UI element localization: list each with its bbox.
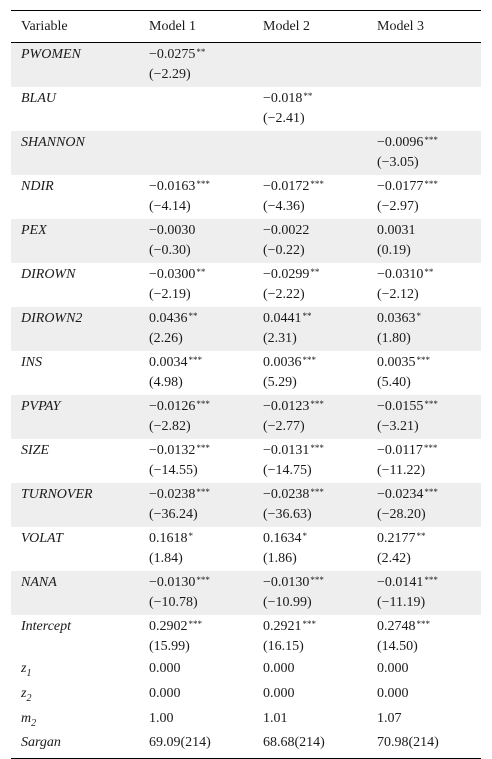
- t-statistic: (0.19): [377, 243, 411, 258]
- coefficient-value: 0.0441: [263, 311, 302, 326]
- t-statistic: (−36.24): [149, 507, 198, 522]
- significance-stars: ***: [310, 575, 324, 585]
- header-model-1: Model 1: [139, 11, 253, 43]
- model-1-cell: [139, 175, 253, 219]
- t-statistic: [149, 153, 253, 173]
- model-3-stat: 0.000: [377, 661, 409, 676]
- model-1-cell: [139, 439, 253, 483]
- t-statistic: (−2.82): [149, 419, 191, 434]
- variable-name: INS: [21, 355, 42, 370]
- coefficient: [149, 617, 253, 637]
- header-model-2: Model 2: [253, 11, 367, 43]
- t-statistic: (−10.78): [149, 595, 198, 610]
- coefficient: [377, 45, 481, 65]
- model-1-stat: 1.00: [149, 710, 174, 726]
- coefficient: [263, 309, 367, 329]
- variable-name: TURNOVER: [11, 483, 139, 527]
- model-3-cell: [367, 351, 481, 395]
- coefficient-value: −0.0022: [263, 223, 310, 238]
- significance-stars: **: [416, 531, 426, 541]
- significance-stars: ***: [196, 443, 210, 453]
- coefficient-value: 0.1634: [263, 531, 302, 546]
- t-statistic: (−14.75): [263, 463, 312, 478]
- model-2-cell: [253, 395, 367, 439]
- t-statistic: (2.42): [377, 551, 411, 566]
- t-statistic: (−2.22): [263, 287, 305, 302]
- model-1-cell: [139, 307, 253, 351]
- coefficient-value: −0.0299: [263, 267, 310, 282]
- t-statistic: [377, 109, 481, 129]
- coefficient: [263, 353, 367, 373]
- model-3-cell: [367, 307, 481, 351]
- stat-label: z: [21, 685, 27, 701]
- model-3-stat: 1.07: [377, 710, 402, 726]
- significance-stars: ***: [424, 399, 438, 409]
- model-1-cell: [139, 615, 253, 659]
- significance-stars: ***: [196, 487, 210, 497]
- table-row: [11, 131, 481, 175]
- model-2-cell: [253, 483, 367, 527]
- variable-name: NANA: [11, 571, 139, 615]
- stat-name: [11, 684, 139, 709]
- coefficient: [149, 309, 253, 329]
- variable-name: SIZE: [21, 443, 49, 458]
- coefficient: [149, 89, 253, 109]
- stat-subscript: 2: [31, 717, 37, 729]
- significance-stars: ***: [196, 575, 210, 585]
- t-statistic: (4.98): [149, 375, 183, 390]
- t-statistic: [263, 65, 367, 85]
- coefficient: [149, 441, 253, 461]
- t-statistic: (−2.19): [149, 287, 191, 302]
- model-2-stat: 1.01: [263, 710, 288, 726]
- stat-row: [11, 659, 481, 684]
- coefficient-value: −0.0096: [377, 135, 424, 150]
- table-row: [11, 87, 481, 131]
- model-1-cell: [139, 395, 253, 439]
- coefficient-value: −0.0310: [377, 267, 424, 282]
- coefficient: [149, 265, 253, 285]
- stat-subscript: 1: [26, 667, 32, 679]
- model-3-cell: [367, 87, 481, 131]
- t-statistic: (2.31): [263, 331, 297, 346]
- coefficient-value: 0.1618: [149, 531, 188, 546]
- model-1-stat: 0.000: [149, 661, 181, 676]
- coefficient-value: −0.0130: [263, 575, 310, 590]
- t-statistic: (−2.97): [377, 199, 419, 214]
- coefficient: [149, 353, 253, 373]
- coefficient-value: 0.0436: [149, 311, 188, 326]
- significance-stars: ***: [423, 443, 438, 453]
- significance-stars: **: [196, 47, 206, 57]
- table-row: [11, 483, 481, 527]
- table-row: [11, 571, 481, 615]
- model-3-stat: 70.98(214): [367, 733, 481, 758]
- significance-stars: ***: [424, 575, 438, 585]
- t-statistic: (−11.19): [377, 595, 426, 610]
- table-body: [11, 43, 481, 759]
- t-statistic: (−11.22): [377, 463, 426, 478]
- coefficient: [149, 221, 253, 241]
- table-header: [11, 11, 481, 43]
- model-1-cell: [139, 571, 253, 615]
- significance-stars: ***: [302, 619, 316, 629]
- model-2-cell: [253, 527, 367, 571]
- table-row: [11, 43, 481, 88]
- model-2-cell: [253, 263, 367, 307]
- t-statistic: (−3.05): [377, 155, 419, 170]
- coefficient: [263, 265, 367, 285]
- t-statistic: (−36.63): [263, 507, 312, 522]
- coefficient: [149, 397, 253, 417]
- significance-stars: ***: [424, 179, 438, 189]
- coefficient: [149, 573, 253, 593]
- t-statistic: (5.40): [377, 375, 411, 390]
- stat-row: [11, 733, 481, 758]
- significance-stars: ***: [310, 179, 324, 189]
- model-3-cell: [367, 263, 481, 307]
- coefficient-value: −0.0275: [149, 47, 196, 62]
- significance-stars: ***: [188, 355, 202, 365]
- significance-stars: ***: [310, 487, 324, 497]
- variable-name: SHANNON: [11, 131, 139, 175]
- coefficient: [149, 485, 253, 505]
- significance-stars: *: [302, 531, 307, 541]
- significance-stars: **: [196, 267, 206, 277]
- stat-label: z: [21, 661, 27, 676]
- coefficient: [149, 133, 253, 153]
- table-row: [11, 263, 481, 307]
- variable-name: NDIR: [21, 179, 54, 194]
- coefficient-value: 0.0363: [377, 311, 416, 326]
- coefficient-value: −0.0163: [149, 179, 196, 194]
- significance-stars: ***: [196, 179, 210, 189]
- coefficient-value: 0.2902: [149, 619, 188, 634]
- model-1-cell: [139, 131, 253, 175]
- model-2-cell: [253, 219, 367, 263]
- t-statistic: (−4.14): [149, 199, 191, 214]
- stat-label: m: [21, 710, 32, 726]
- coefficient-value: −0.0172: [263, 179, 310, 194]
- regression-results-table: [11, 10, 481, 759]
- coefficient: [263, 45, 367, 65]
- variable-name: PEX: [11, 219, 139, 263]
- t-statistic: (−2.12): [377, 287, 419, 302]
- stat-subscript: 2: [26, 692, 32, 704]
- table-row: [11, 175, 481, 219]
- t-statistic: (−2.41): [263, 111, 305, 126]
- coefficient-value: −0.0238: [263, 487, 310, 502]
- model-3-cell: [367, 131, 481, 175]
- coefficient: [377, 529, 481, 549]
- coefficient-value: −0.0238: [149, 487, 196, 502]
- coefficient: [263, 397, 367, 417]
- coefficient: [377, 89, 481, 109]
- t-statistic: (14.50): [377, 639, 418, 654]
- table-row: [11, 395, 481, 439]
- coefficient-value: −0.0155: [377, 399, 424, 414]
- model-2-cell: [253, 307, 367, 351]
- significance-stars: ***: [196, 399, 210, 409]
- coefficient-value: −0.0130: [149, 575, 196, 590]
- model-2-cell: [253, 131, 367, 175]
- variable-name: BLAU: [21, 91, 56, 106]
- coefficient: [377, 221, 481, 241]
- coefficient: [263, 133, 367, 153]
- coefficient: [263, 177, 367, 197]
- model-1-cell: [139, 43, 253, 88]
- t-statistic: (16.15): [263, 639, 304, 654]
- coefficient-value: −0.0141: [377, 575, 424, 590]
- model-3-cell: [367, 175, 481, 219]
- model-3-stat: 0.000: [377, 685, 409, 701]
- t-statistic: (−10.99): [263, 595, 312, 610]
- significance-stars: ***: [424, 135, 438, 145]
- coefficient: [263, 529, 367, 549]
- model-1-stat: 0.000: [149, 685, 181, 701]
- model-1-cell: [139, 219, 253, 263]
- coefficient-value: −0.0300: [149, 267, 196, 282]
- t-statistic: (−2.77): [263, 419, 305, 434]
- model-2-stat: 0.000: [263, 685, 295, 701]
- t-statistic: (1.80): [377, 331, 411, 346]
- t-statistic: (−28.20): [377, 507, 426, 522]
- coefficient-value: −0.0030: [149, 223, 196, 238]
- significance-stars: **: [310, 267, 320, 277]
- model-2-cell: [253, 439, 367, 483]
- variable-name: PWOMEN: [11, 43, 139, 88]
- table-row: [11, 527, 481, 571]
- coefficient-value: −0.0234: [377, 487, 424, 502]
- t-statistic: (1.84): [149, 551, 183, 566]
- table-row: [11, 351, 481, 395]
- coefficient: [377, 265, 481, 285]
- model-2-stat: 0.000: [263, 661, 295, 676]
- coefficient-value: −0.0132: [149, 443, 196, 458]
- significance-stars: **: [424, 267, 434, 277]
- coefficient: [149, 177, 253, 197]
- coefficient-value: 0.0035: [377, 355, 416, 370]
- table-row: [11, 219, 481, 263]
- variable-name: VOLAT: [21, 531, 63, 546]
- stat-label: Sargan: [21, 735, 61, 751]
- significance-stars: *: [188, 531, 193, 541]
- coefficient: [263, 485, 367, 505]
- header-model-3: Model 3: [367, 11, 481, 43]
- coefficient-value: −0.018: [263, 91, 303, 106]
- model-3-cell: [367, 483, 481, 527]
- coefficient-value: 0.0036: [263, 355, 302, 370]
- variable-name: DIROWN: [21, 267, 76, 282]
- t-statistic: (1.86): [263, 551, 297, 566]
- model-1-cell: [139, 483, 253, 527]
- stat-row: [11, 709, 481, 734]
- significance-stars: ***: [416, 355, 430, 365]
- coefficient-value: 0.2748: [377, 619, 416, 634]
- coefficient: [377, 573, 481, 593]
- stat-row: [11, 684, 481, 709]
- table-row: [11, 439, 481, 483]
- coefficient: [149, 529, 253, 549]
- t-statistic: (−14.55): [149, 463, 198, 478]
- coefficient-value: −0.0177: [377, 179, 424, 194]
- coefficient: [377, 353, 481, 373]
- model-3-cell: [367, 527, 481, 571]
- significance-stars: ***: [424, 487, 438, 497]
- coefficient: [263, 221, 367, 241]
- significance-stars: *: [416, 311, 421, 321]
- significance-stars: ***: [310, 443, 324, 453]
- table-row: [11, 615, 481, 659]
- model-3-cell: [367, 571, 481, 615]
- coefficient-value: 0.0034: [149, 355, 188, 370]
- model-3-cell: [367, 615, 481, 659]
- variable-name: PVPAY: [11, 395, 139, 439]
- stat-name: [11, 733, 139, 758]
- stat-name: [11, 659, 139, 684]
- model-1-cell: [139, 527, 253, 571]
- coefficient: [377, 485, 481, 505]
- coefficient: [263, 89, 367, 109]
- coefficient-value: −0.0131: [263, 443, 310, 458]
- t-statistic: [263, 153, 367, 173]
- coefficient-value: −0.0126: [149, 399, 196, 414]
- model-2-cell: [253, 87, 367, 131]
- t-statistic: (2.26): [149, 331, 183, 346]
- model-1-cell: [139, 87, 253, 131]
- coefficient: [377, 133, 481, 153]
- model-2-stat: 68.68(214): [253, 733, 367, 758]
- t-statistic: (−0.22): [263, 243, 305, 258]
- model-3-cell: [367, 439, 481, 483]
- significance-stars: ***: [416, 619, 430, 629]
- significance-stars: **: [188, 311, 198, 321]
- coefficient-value: 0.0031: [377, 223, 416, 238]
- t-statistic: (15.99): [149, 639, 190, 654]
- coefficient: [263, 573, 367, 593]
- t-statistic: (−2.29): [149, 67, 191, 82]
- significance-stars: ***: [310, 399, 324, 409]
- model-2-cell: [253, 175, 367, 219]
- coefficient-value: −0.0117: [377, 443, 423, 458]
- model-3-cell: [367, 43, 481, 88]
- table-row: [11, 307, 481, 351]
- significance-stars: **: [302, 311, 312, 321]
- coefficient: [377, 177, 481, 197]
- significance-stars: ***: [188, 619, 202, 629]
- coefficient: [377, 441, 481, 461]
- coefficient-value: 0.2921: [263, 619, 302, 634]
- t-statistic: (−4.36): [263, 199, 305, 214]
- model-1-stat: 69.09(214): [139, 733, 253, 758]
- coefficient: [377, 617, 481, 637]
- coefficient: [149, 45, 253, 65]
- header-variable: Variable: [11, 11, 139, 43]
- t-statistic: (−0.30): [149, 243, 191, 258]
- coefficient: [377, 309, 481, 329]
- model-1-cell: [139, 263, 253, 307]
- t-statistic: [149, 109, 253, 129]
- t-statistic: [377, 65, 481, 85]
- significance-stars: **: [303, 91, 313, 101]
- stat-name: [11, 709, 139, 734]
- header-row: [11, 11, 481, 43]
- model-2-cell: [253, 571, 367, 615]
- coefficient-value: 0.2177: [377, 531, 416, 546]
- t-statistic: (5.29): [263, 375, 297, 390]
- coefficient: [263, 617, 367, 637]
- model-2-cell: [253, 43, 367, 88]
- variable-name: DIROWN2: [11, 307, 139, 351]
- model-1-cell: [139, 351, 253, 395]
- model-2-cell: [253, 615, 367, 659]
- t-statistic: (−3.21): [377, 419, 419, 434]
- model-2-cell: [253, 351, 367, 395]
- coefficient: [377, 397, 481, 417]
- significance-stars: ***: [302, 355, 316, 365]
- coefficient-value: −0.0123: [263, 399, 310, 414]
- variable-name: Intercept: [21, 619, 72, 634]
- coefficient: [263, 441, 367, 461]
- model-3-cell: [367, 219, 481, 263]
- model-3-cell: [367, 395, 481, 439]
